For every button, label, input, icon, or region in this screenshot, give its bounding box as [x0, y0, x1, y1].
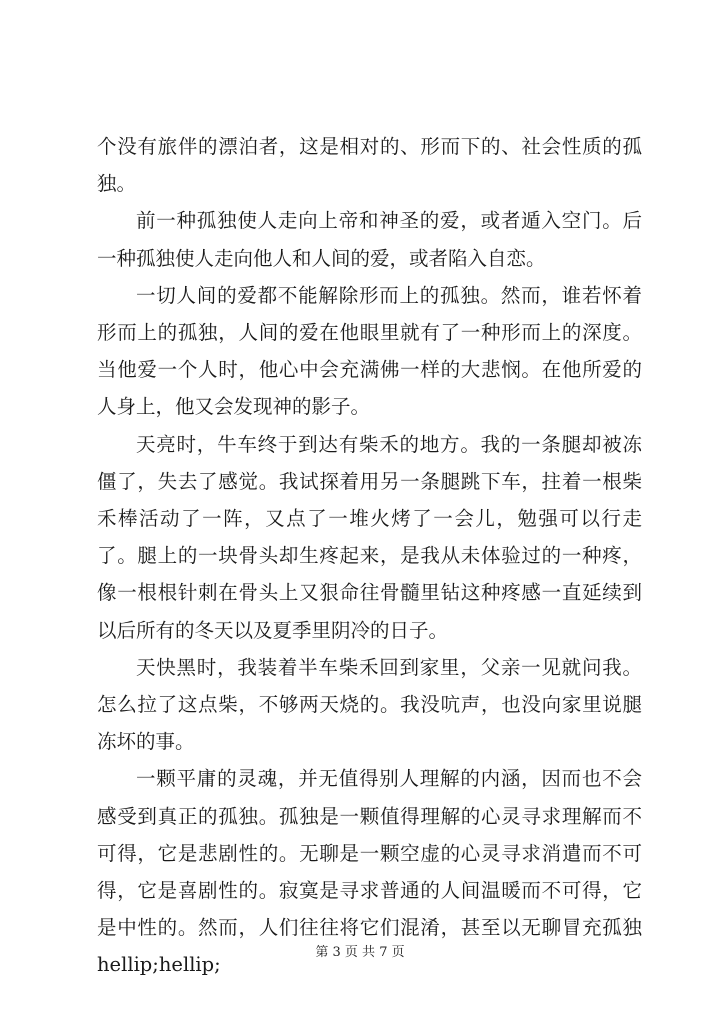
paragraph: 一颗平庸的灵魂，并无值得别人理解的内涵，因而也不会感受到真正的孤独。孤独是一颗值得理解的心灵寻求理解而不可得，它是悲剧性的。无聊是一颗空虚的心灵寻求消遣而不可得，它是喜剧性的。寂寞是寻求普通的人间温暖而不可得，它是中性的。然而，人们往往将它们混淆，甚至以无聊冒充孤独hellip;hellip;: [97, 767, 642, 977]
paragraph: 前一种孤独使人走向上帝和神圣的爱，或者遁入空门。后一种孤独使人走向他人和人间的爱，或者陷入自恋。: [97, 209, 642, 270]
paragraph: 个没有旅伴的漂泊者，这是相对的、形而下的、社会性质的孤独。: [97, 135, 642, 196]
paragraph: 一切人间的爱都不能解除形而上的孤独。然而，谁若怀着形而上的孤独，人间的爱在他眼里就有了一种形而上的深度。当他爱一个人时，他心中会充满佛一样的大悲悯。在他所爱的人身上，他又会发现神的影子。: [97, 283, 642, 419]
paragraph: 天快黑时，我装着半车柴禾回到家里，父亲一见就问我。怎么拉了这点柴，不够两天烧的。我没吭声，也没向家里说腿冻坏的事。: [97, 655, 642, 754]
page-number-footer: 第 3 页 共 7 页: [315, 945, 405, 960]
paragraph: 天亮时，牛车终于到达有柴禾的地方。我的一条腿却被冻僵了，失去了感觉。我试探着用另一条腿跳下车，拄着一根柴禾棒活动了一阵，又点了一堆火烤了一会儿，勉强可以行走了。腿上的一块骨头却生疼起来，是我从未体验过的一种疼，像一根根针刺在骨头上又狠命往骨髓里钻这种疼感一直延续到以后所有的冬天以及夏季里阴冷的日子。: [97, 432, 642, 642]
body-text: [97, 128, 642, 984]
